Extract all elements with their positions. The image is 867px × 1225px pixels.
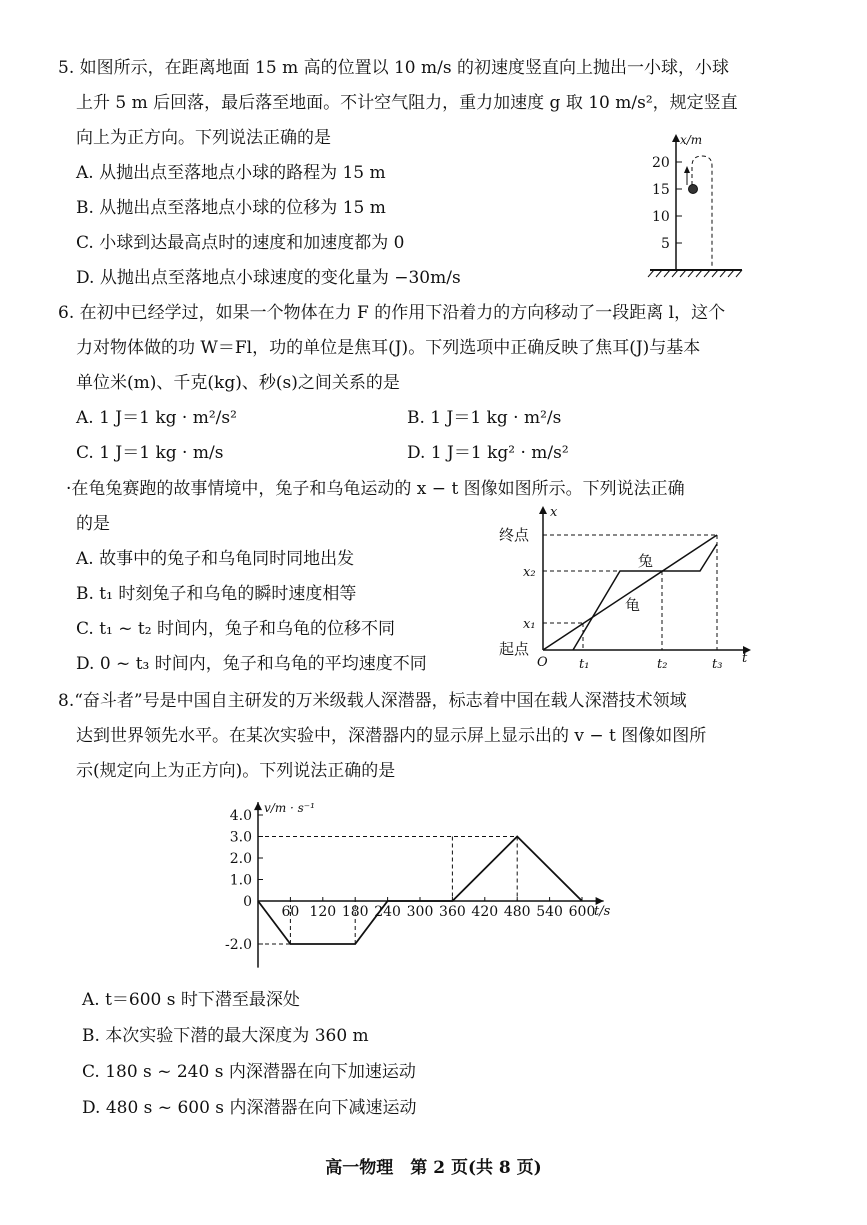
x-tick-label: 600 — [568, 904, 596, 920]
q7-x-axis-label: t — [742, 651, 748, 666]
q5-option-d: D. 从抛出点至落地点小球速度的变化量为 −30m/s — [76, 268, 461, 288]
q5-option-c: C. 小球到达最高点时的速度和加速度都为 0 — [76, 233, 405, 253]
q5-line-3: 向上为正方向。下列说法正确的是 — [76, 128, 331, 148]
q8-line-3: 示(规定向上为正方向)。下列说法正确的是 — [76, 761, 396, 781]
y-tick-label: 0 — [243, 894, 252, 910]
turtle-line — [543, 535, 717, 650]
q5-tick-15: 15 — [652, 182, 670, 198]
q7-option-a: A. 故事中的兔子和乌龟同时同地出发 — [76, 549, 355, 569]
q7-start-label: 起点 — [499, 640, 530, 658]
q5-figure — [640, 130, 750, 280]
q7-line-2: 的是 — [76, 514, 110, 534]
q6-option-c: C. 1 J＝1 kg · m/s — [76, 443, 224, 463]
q8-vt-chart — [220, 790, 640, 980]
q6-line-1: 6. 在初中已经学过，如果一个物体在力 F 的作用下沿着力的方向移动了一段距离 l，这个 — [58, 303, 726, 323]
x-tick-label: 60 — [281, 904, 300, 920]
q6-option-d: D. 1 J＝1 kg² · m/s² — [407, 443, 569, 463]
x-tick-label: 180 — [341, 904, 369, 920]
y-tick-label: 4.0 — [229, 808, 252, 824]
v-axis-arrow — [254, 802, 262, 810]
q7-t3-label: t₃ — [712, 657, 723, 672]
x-tick-label: 300 — [406, 904, 434, 920]
q7-line-1: ·在龟兔赛跑的故事情境中，兔子和乌龟运动的 x − t 图像如图所示。下列说法正确 — [66, 479, 685, 499]
q7-t2-label: t₂ — [657, 657, 668, 672]
vt-series-line-0 — [258, 837, 582, 945]
q5-option-a: A. 从抛出点至落地点小球的路程为 15 m — [76, 163, 386, 183]
q7-t1-label: t₁ — [579, 657, 590, 672]
q6-line-2: 力对物体做的功 W＝Fl，功的单位是焦耳(J)。下列选项中正确反映了焦耳(J)与基本 — [76, 338, 701, 358]
q6-line-3: 单位米(m)、千克(kg)、秒(s)之间关系的是 — [76, 373, 400, 393]
q5-tick-10: 10 — [652, 209, 670, 225]
v-axis-label: v/m · s⁻¹ — [264, 801, 315, 816]
q5-axis-label: x/m — [680, 133, 703, 147]
q8-line-1: 8.“奋斗者”号是中国自主研发的万米级载人深潜器，标志着中国在载人深潜技术领域 — [58, 691, 687, 711]
q8-option-a: A. t＝600 s 时下潜至最深处 — [82, 990, 300, 1010]
q7-option-d: D. 0 ~ t₃ 时间内，兔子和乌龟的平均速度不同 — [76, 654, 427, 674]
y-tick-label: -2.0 — [225, 937, 252, 953]
q7-option-b: B. t₁ 时刻兔子和乌龟的瞬时速度相等 — [76, 584, 357, 604]
page-footer: 高一物理 第 2 页(共 8 页) — [325, 1158, 542, 1178]
x-tick-label: 360 — [439, 904, 466, 920]
y-tick-label: 1.0 — [229, 872, 252, 889]
y-tick-label: 3.0 — [229, 829, 252, 846]
q7-origin-label: O — [537, 655, 548, 670]
q6-option-b: B. 1 J＝1 kg · m²/s — [407, 408, 562, 428]
t-axis-label: t/s — [594, 904, 611, 919]
x-tick-label: 540 — [536, 904, 563, 920]
q8-option-b: B. 本次实验下潜的最大深度为 360 m — [82, 1026, 369, 1046]
x-tick-label: 480 — [503, 904, 531, 920]
q7-figure — [495, 500, 765, 675]
q6-option-a: A. 1 J＝1 kg · m²/s² — [76, 408, 237, 428]
q7-x2-label: x₂ — [523, 565, 536, 580]
x-tick-label: 420 — [471, 904, 499, 920]
q7-y-axis-label: x — [550, 505, 558, 520]
q5-line-2: 上升 5 m 后回落，最后落至地面。不计空气阻力，重力加速度 g 取 10 m/s²，规定竖直 — [76, 93, 738, 113]
x-tick-label: 240 — [374, 904, 401, 920]
q8-option-d: D. 480 s ~ 600 s 内深潜器在向下减速运动 — [82, 1098, 417, 1118]
q8-line-2: 达到世界领先水平。在某次实验中，深潜器内的显示屏上显示出的 v − t 图像如图所 — [76, 726, 707, 746]
x-tick-label: 120 — [309, 904, 337, 920]
q7-rabbit-label: 兔 — [638, 552, 654, 570]
q5-option-b: B. 从抛出点至落地点小球的位移为 15 m — [76, 198, 386, 218]
y-tick-label: 2.0 — [229, 851, 252, 867]
q8-option-c: C. 180 s ~ 240 s 内深潜器在向下加速运动 — [82, 1062, 416, 1082]
q7-end-label: 终点 — [499, 526, 530, 544]
q7-option-c: C. t₁ ~ t₂ 时间内，兔子和乌龟的位移不同 — [76, 619, 395, 639]
q7-x1-label: x₁ — [523, 617, 536, 632]
q5-tick-20: 20 — [652, 155, 670, 171]
q7-turtle-label: 龟 — [625, 596, 641, 614]
q5-tick-5: 5 — [661, 236, 670, 252]
q5-line-1: 5. 如图所示，在距离地面 15 m 高的位置以 10 m/s 的初速度竖直向上抛出一小球，小球 — [58, 58, 730, 78]
